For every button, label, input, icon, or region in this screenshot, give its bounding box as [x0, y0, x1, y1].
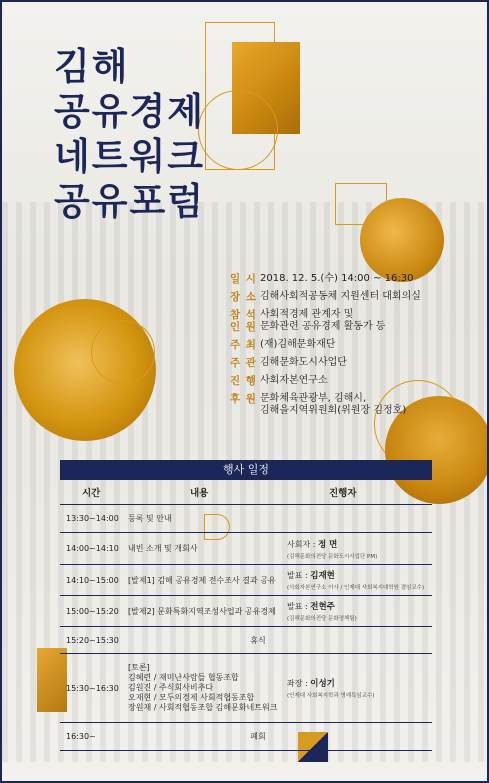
- column-content: 내용: [190, 488, 209, 499]
- table-row: [60, 654, 432, 723]
- host-name: 전현주: [310, 602, 335, 612]
- title-line: 네트워크: [54, 135, 205, 178]
- row-content: [발제2] 문화특화지역조성사업과 공유경제: [128, 606, 276, 616]
- title-line: 김해: [54, 45, 130, 88]
- row-content: [발제1] 김해 공유경제 전수조사 결과 공유: [128, 575, 276, 585]
- table-row: [60, 505, 432, 533]
- row-content: [토론] 김혜련 / 재미난사람들 협동조합 김원진 / 주식회사비추다 오재현 / 모두의경제 사회적협동조합 장원재 / 사회적협동조합 김해문화네트워크: [128, 663, 278, 712]
- host-role: 좌장 :: [287, 679, 311, 688]
- row-content: 내빈 소개 및 개회사: [128, 544, 198, 553]
- info-row-organizer: [230, 357, 480, 369]
- row-time: 15:00~15:20: [66, 606, 119, 616]
- info-label: 주 관: [230, 357, 257, 369]
- table-row: [60, 565, 432, 596]
- gold-photo-circle-right: [360, 198, 444, 282]
- table-row: [60, 723, 432, 751]
- row-time: 14:10~15:00: [66, 575, 119, 585]
- gold-outline-circle-left: [91, 320, 155, 384]
- host-name: 이성기: [310, 679, 335, 689]
- host-role: 발표 :: [287, 571, 311, 580]
- row-time: 13:30~14:00: [66, 514, 119, 523]
- row-content: 등록 및 안내: [128, 514, 172, 523]
- info-label: 후 원: [230, 393, 257, 405]
- info-row-attendees: [230, 309, 480, 333]
- row-content: 폐회: [250, 732, 266, 741]
- column-host: 진행자: [329, 488, 357, 499]
- schedule-columns: [60, 480, 432, 505]
- info-value: 문화체육관광부, 김해시, 김해을지역위원회(위원장 김정호): [260, 393, 407, 416]
- info-label: 주 최: [230, 339, 257, 351]
- info-value: (재)김해문화재단: [260, 339, 336, 350]
- host-affiliation: (김해문화의전당 문화도시사업단 PM): [287, 553, 378, 560]
- info-value: 사회적경제 관계자 및 문화관련 공유경제 활동가 등: [260, 309, 386, 332]
- info-value: 2018. 12. 5.(수) 14:00 ~ 16:30: [260, 273, 414, 284]
- info-value: 김해사회적공동체 지원센터 대회의실: [260, 291, 421, 302]
- info-row-place: [230, 291, 480, 303]
- title-line: 공유경제: [54, 90, 205, 133]
- table-row: [60, 596, 432, 627]
- table-row: [60, 627, 432, 654]
- row-host: [281, 677, 432, 699]
- column-time: 시간: [82, 488, 101, 499]
- row-time: 14:00~14:10: [66, 544, 119, 553]
- table-row: [60, 533, 432, 565]
- host-role: 발표 :: [287, 602, 311, 611]
- host-affiliation: (김해문화의전당 문화정책팀): [287, 616, 357, 622]
- info-value: 김해문화도시사업단: [260, 357, 347, 368]
- info-row-host: [230, 339, 480, 351]
- host-name: 정 면: [317, 539, 338, 550]
- info-label: 장 소: [230, 291, 257, 303]
- info-row-date: [230, 273, 480, 285]
- gold-outline-circle-top: [198, 90, 278, 170]
- row-content: 휴식: [250, 635, 266, 645]
- row-host: [281, 600, 432, 622]
- info-value: 사회자본연구소: [260, 375, 328, 386]
- host-affiliation: (사회자본연구소 이사 / 인제대 사회복지대학원 겸임교수): [287, 585, 425, 591]
- row-time: 16:30~: [66, 732, 96, 741]
- schedule-table: [60, 460, 432, 751]
- info-row-facilitator: [230, 375, 480, 387]
- info-label: 일 시: [230, 273, 257, 285]
- host-name: 김재현: [310, 571, 335, 581]
- row-time: 15:20~15:30: [66, 635, 119, 645]
- row-time: 15:30~16:30: [66, 683, 119, 693]
- title-line: 공유포럼: [54, 180, 205, 223]
- host-affiliation: (인제대 사회복지학과 명예특임교수): [287, 693, 375, 699]
- schedule-heading: 행사 일정: [60, 460, 432, 480]
- poster-title: [54, 44, 205, 224]
- info-row-sponsor: [230, 393, 480, 417]
- event-info: [230, 273, 480, 423]
- row-host: [281, 569, 432, 591]
- info-label: 진 행: [230, 375, 257, 387]
- row-host: [281, 538, 432, 560]
- host-role: 사회자 :: [287, 539, 318, 549]
- info-label: 참 석 인 원: [230, 309, 257, 333]
